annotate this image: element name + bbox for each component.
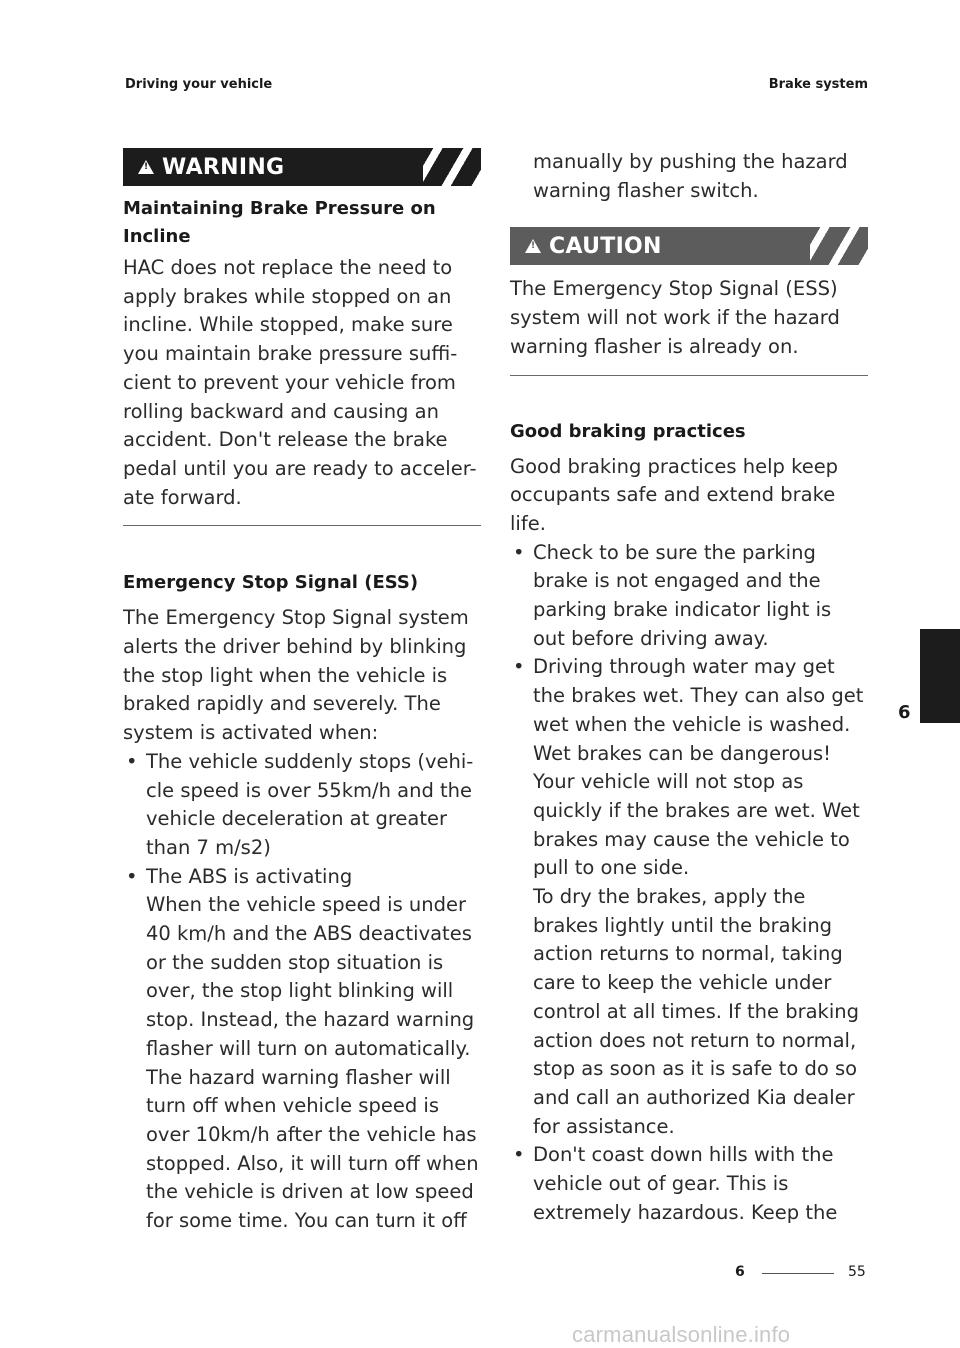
wet-brakes-detail: To dry the brakes, apply the brakes lightly until the braking action returns to normal, taking care to keep the vehicle under control at all times. If the braking action does not return to normal, stop as soon as it is safe to do so and call an authorized Kia dealer for assistance.	[533, 885, 859, 1138]
warning-title: Maintaining Brake Pressure on Incline	[123, 198, 436, 247]
braking-section-title: Good braking practices	[510, 420, 746, 442]
caution-end-rule	[510, 375, 868, 376]
footer-chapter: 6	[735, 1264, 745, 1280]
braking-intro: Good braking practices help keep occupants safe and extend brake life.	[510, 454, 839, 535]
ess-section-title: Emergency Stop Signal (ESS)	[123, 572, 419, 594]
ess-intro: The Emergency Stop Signal system alerts the driver behind by blinking the stop light when the vehicle is braked rapidly and severely. The system is activated when:	[123, 606, 469, 745]
right-column	[510, 148, 868, 1228]
chapter-tab-number: 6	[898, 702, 911, 723]
caution-label: CAUTION	[549, 233, 662, 259]
chapter-tab	[920, 629, 960, 723]
caution-body: The Emergency Stop Signal (ESS) system will not work if the hazard warning flasher is already on.	[510, 277, 840, 358]
list-item: • The ABS is activating When the vehicle speed is under 40 km/h and the ABS deactivates or the sudden stop situation is over, the stop light blinking will stop. Instead, the hazard warning flasher will turn on automatically. The hazard warning flasher will turn off when vehicle speed is over 10km/h after the vehicle has stopped. Also, it will turn off when the vehicle is driven at low speed for some time. You can turn it off	[126, 864, 479, 1233]
left-column	[123, 148, 481, 1236]
warning-body: HAC does not replace the need to apply brakes while stopped on an incline. While stopped, make sure you maintain brake pressure suffi-cient to prevent your vehicle from rolling backward and causing an accident. Don't release the brake pedal until you are ready to acceler-ate forward.	[123, 256, 477, 509]
watermark-text: carmanualsonline.info	[572, 1322, 791, 1347]
banner-stripes	[810, 227, 868, 265]
warning-icon: !	[138, 160, 154, 174]
caution-icon: !	[525, 239, 541, 253]
ess-continuation: manually by pushing the hazard warning flasher switch.	[533, 150, 848, 202]
list-item: • The vehicle suddenly stops (vehi-cle speed is over 55km/h and the vehicle deceleration at greater than 7 m/s2)	[126, 749, 474, 859]
list-item: • Don't coast down hills with the vehicle out of gear. This is extremely hazardous. Keep the	[513, 1143, 838, 1224]
ess-conditions-list	[123, 748, 481, 1236]
warning-banner	[123, 148, 481, 186]
banner-stripes	[423, 148, 481, 186]
footer-divider	[762, 1273, 834, 1274]
list-item: • Driving through water may get the brakes wet. They can also get wet when the vehicle is washed. Wet brakes can be dangerous! Your vehicle will not stop as quickly if the brakes are wet. Wet brakes may cause the vehicle to pull to one side. To dry the brakes, apply the brakes lightly until the braking action returns to normal, taking care to keep the vehicle under control at all times. If the braking action does not return to normal, stop as soon as it is safe to do so and call an authorized Kia dealer for assistance.	[513, 655, 864, 1138]
braking-practices-list	[510, 539, 868, 1228]
caution-banner	[510, 227, 868, 265]
running-header-section: Driving your vehicle	[125, 77, 273, 92]
ess-detail: When the vehicle speed is under 40 km/h and the ABS deactivates or the sudden stop situation is over, the stop light blinking will stop. Instead, the hazard warning flasher will turn on automatically. The hazard warning flasher will turn off when vehicle speed is over 10km/h after the vehicle has stopped. Also, it will turn off when the vehicle is driven at low speed for some time. You can turn it off	[146, 893, 479, 1233]
running-header-topic: Brake system	[768, 77, 868, 92]
warning-end-rule	[123, 525, 481, 526]
warning-label: WARNING	[162, 154, 285, 180]
list-item: • Check to be sure the parking brake is not engaged and the parking brake indicator light is out before driving away.	[513, 540, 832, 650]
footer-page-number: 55	[848, 1264, 866, 1280]
